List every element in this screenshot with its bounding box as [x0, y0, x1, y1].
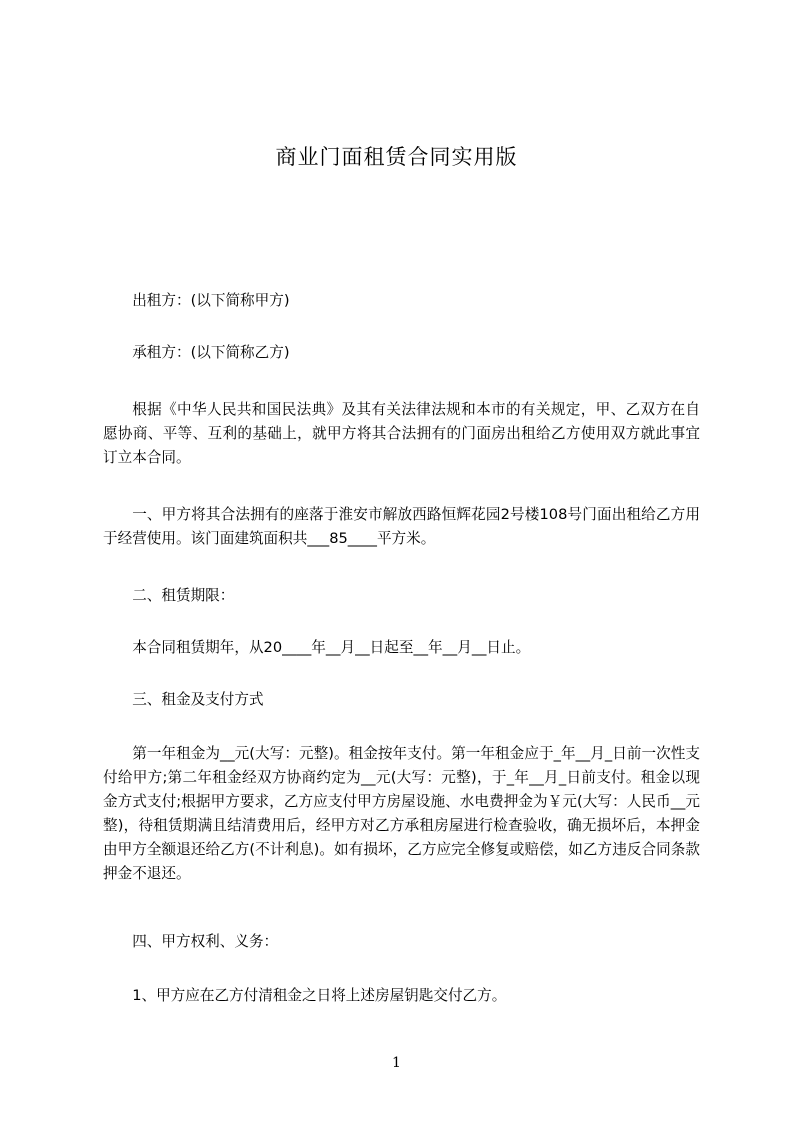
lease-term-paragraph: 本合同租赁期年，从20____年__月__日起至__年__月__日止。: [132, 639, 531, 656]
clause-3-heading: 三、租金及支付方式: [132, 691, 264, 708]
clause-1-paragraph: 一、甲方将其合法拥有的座落于淮安市解放西路恒辉花园2号楼108号门面出租给乙方用于经营使用。该门面建筑面积共___85____平方米。: [103, 506, 700, 547]
clause-4-item-1: 1、甲方应在乙方付清租金之日将上述房屋钥匙交付乙方。: [132, 987, 507, 1004]
page-number: 1: [392, 1055, 401, 1071]
document-title: 商业门面租赁合同实用版: [275, 145, 518, 169]
party-b-line: 承租方：(以下简称乙方): [132, 344, 290, 361]
clause-2-heading: 二、租赁期限：: [132, 587, 235, 604]
preamble-paragraph: 根据《中华人民共和国民法典》及其有关法律法规和本市的有关规定，甲、乙双方在自愿协商、平等、互利的基础上，就甲方将其合法拥有的门面房出租给乙方使用双方就此事宜订立本合同。: [103, 401, 700, 466]
party-a-line: 出租方：(以下简称甲方): [132, 292, 290, 309]
rent-payment-paragraph: 第一年租金为__元(大写：元整)。租金按年支付。第一年租金应于_年__月_日前一次性支付给甲方;第二年租金经双方协商约定为__元(大写：元整)，于_年__月_日前支付。租金以现金方式支付;根据甲方要求，乙方应支付甲方房屋设施、水电费押金为￥元(大写：人民币__元整)，待租赁期满且结清费用后，经甲方对乙方承租房屋进行检查验收，确无损坏后，本押金由甲方全额退还给乙方(不计利息)。如有损坏，乙方应完全修复或赔偿，如乙方违反合同条款押金不退还。: [103, 745, 700, 882]
clause-4-heading: 四、甲方权利、义务：: [132, 933, 279, 950]
